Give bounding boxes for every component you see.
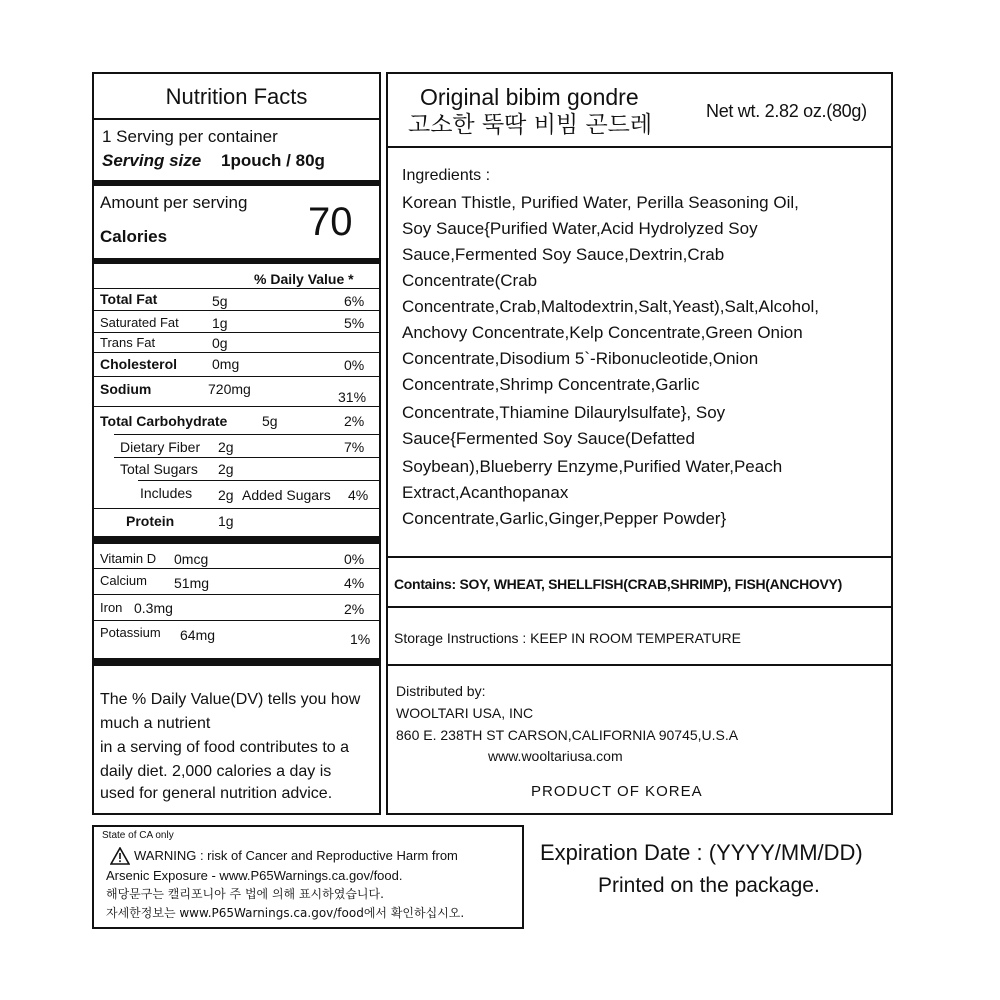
row-saturated-fat-dv: 5% — [344, 315, 365, 331]
storage-instructions: Storage Instructions : KEEP IN ROOM TEMPERATURE — [394, 630, 741, 646]
row-dietary-fiber-amount: 2g — [218, 439, 234, 455]
row-total-carbohydrate-dv: 2% — [344, 413, 365, 429]
product-info-panel — [386, 72, 893, 815]
servings-per-container: 1 Serving per container — [102, 127, 278, 146]
warning-line-4: 자세한정보는 www.P65Warnings.ca.gov/food에서 확인하십시오. — [106, 906, 465, 920]
ingredients-line-11: Soybean),Blueberry Enzyme,Purified Water,Peach — [402, 457, 783, 476]
row-added-sugars-dv: 4% — [348, 487, 369, 503]
row-vitamin-d-name: Vitamin D — [100, 551, 157, 566]
row-cholesterol-dv: 0% — [344, 357, 365, 373]
row-total-fat-amount: 5g — [212, 293, 228, 309]
distributor-website: www.wooltariusa.com — [488, 748, 623, 764]
footnote-line-5: used for general nutrition advice. — [100, 785, 333, 802]
nutrition-facts-panel — [92, 72, 381, 815]
row-total-sugars-name: Total Sugars — [120, 461, 198, 477]
row-trans-fat-name: Trans Fat — [100, 335, 156, 350]
ingredients-line-2: Soy Sauce{Purified Water,Acid Hydrolyzed Soy — [402, 219, 758, 238]
row-sodium-name: Sodium — [100, 381, 152, 397]
warning-state-note: State of CA only — [102, 830, 174, 841]
row-calcium-amount: 51mg — [174, 575, 210, 591]
row-cholesterol-name: Cholesterol — [100, 356, 178, 372]
row-total-carbohydrate-amount: 5g — [262, 413, 278, 429]
row-saturated-fat-amount: 1g — [212, 315, 228, 331]
warning-line-3: 해당문구는 캘리포니아 주 법에 의해 표시하였습니다. — [106, 887, 384, 901]
warning-triangle-icon — [110, 847, 130, 865]
ingredients-line-6: Anchovy Concentrate,Kelp Concentrate,Green Onion — [402, 323, 803, 342]
ingredients-line-3: Sauce,Fermented Soy Sauce,Dextrin,Crab — [402, 245, 725, 264]
expiration-printed-note: Printed on the package. — [598, 874, 820, 897]
footnote-line-3: in a serving of food contributes to a — [100, 739, 350, 756]
row-sodium-dv: 31% — [338, 389, 367, 405]
distributor-company: WOOLTARI USA, INC — [396, 705, 534, 721]
warning-line-2: Arsenic Exposure - www.P65Warnings.ca.gov/food. — [106, 868, 403, 883]
row-calcium-name: Calcium — [100, 573, 147, 588]
product-origin: PRODUCT OF KOREA — [531, 783, 703, 800]
row-protein-name: Protein — [126, 513, 175, 529]
footnote-line-4: daily diet. 2,000 calories a day is — [100, 763, 332, 780]
row-saturated-fat-name: Saturated Fat — [100, 315, 179, 330]
warning-line-1: WARNING : risk of Cancer and Reproductive Harm from — [134, 848, 458, 863]
serving-size-label: Serving size — [102, 151, 202, 170]
ingredients-line-1: Korean Thistle, Purified Water, Perilla Seasoning Oil, — [402, 193, 799, 212]
row-includes-name: Includes — [140, 485, 193, 501]
product-name-en: Original bibim gondre — [420, 84, 639, 110]
ingredients-line-4: Concentrate(Crab — [402, 271, 538, 290]
row-vitamin-d-dv: 0% — [344, 551, 365, 567]
allergen-contains: Contains: SOY, WHEAT, SHELLFISH(CRAB,SHRIMP), FISH(ANCHOVY) — [394, 576, 842, 592]
nutrition-title: Nutrition Facts — [165, 84, 308, 109]
serving-size-value: 1pouch / 80g — [221, 151, 325, 170]
calories-label: Calories — [100, 227, 168, 246]
row-added-sugars-label: Added Sugars — [242, 487, 331, 503]
ingredients-label: Ingredients : — [402, 167, 491, 184]
expiration-date-line: Expiration Date : (YYYY/MM/DD) — [540, 840, 863, 865]
row-dietary-fiber-name: Dietary Fiber — [120, 439, 201, 455]
row-iron-name: Iron — [100, 600, 123, 615]
row-cholesterol-amount: 0mg — [212, 356, 240, 372]
ingredients-line-13: Concentrate,Garlic,Ginger,Pepper Powder} — [402, 509, 727, 528]
row-iron-dv: 2% — [344, 601, 365, 617]
row-sodium-amount: 720mg — [208, 381, 251, 397]
ingredients-line-5: Concentrate,Crab,Maltodextrin,Salt,Yeast),Salt,Alcohol, — [402, 297, 820, 316]
ingredients-line-8: Concentrate,Shrimp Concentrate,Garlic — [402, 375, 700, 394]
row-iron-amount: 0.3mg — [134, 600, 173, 616]
prop65-warning-box — [92, 825, 524, 929]
footnote-line-1: The % Daily Value(DV) tells you how — [100, 691, 361, 708]
row-potassium-dv: 1% — [350, 631, 371, 647]
row-includes-amount: 2g — [218, 487, 234, 503]
ingredients-line-9: Concentrate,Thiamine Dilaurylsulfate}, Soy — [402, 403, 726, 422]
row-protein-amount: 1g — [218, 513, 234, 529]
daily-value-header: % Daily Value * — [254, 271, 354, 287]
amount-per-serving: Amount per serving — [100, 193, 248, 212]
row-total-fat-name: Total Fat — [100, 291, 158, 307]
product-name-ko: 고소한 뚝딱 비빔 곤드레 — [408, 112, 653, 138]
net-weight: Net wt. 2.82 oz.(80g) — [706, 101, 867, 121]
row-vitamin-d-amount: 0mcg — [174, 551, 209, 567]
row-trans-fat-amount: 0g — [212, 335, 228, 351]
row-calcium-dv: 4% — [344, 575, 365, 591]
ingredients-line-12: Extract,Acanthopanax — [402, 483, 569, 502]
row-total-fat-dv: 6% — [344, 293, 365, 309]
ingredients-line-7: Concentrate,Disodium 5`-Ribonucleotide,Onion — [402, 349, 759, 368]
footnote-line-2: much a nutrient — [100, 715, 211, 732]
row-total-sugars-amount: 2g — [218, 461, 234, 477]
distributor-label: Distributed by: — [396, 683, 486, 699]
row-total-carbohydrate-name: Total Carbohydrate — [100, 413, 228, 429]
row-potassium-name: Potassium — [100, 625, 161, 640]
row-dietary-fiber-dv: 7% — [344, 439, 365, 455]
row-potassium-amount: 64mg — [180, 627, 216, 643]
calories-value: 70 — [308, 200, 353, 244]
ingredients-line-10: Sauce{Fermented Soy Sauce(Defatted — [402, 429, 695, 448]
distributor-address: 860 E. 238TH ST CARSON,CALIFORNIA 90745,U.S.A — [396, 727, 739, 743]
